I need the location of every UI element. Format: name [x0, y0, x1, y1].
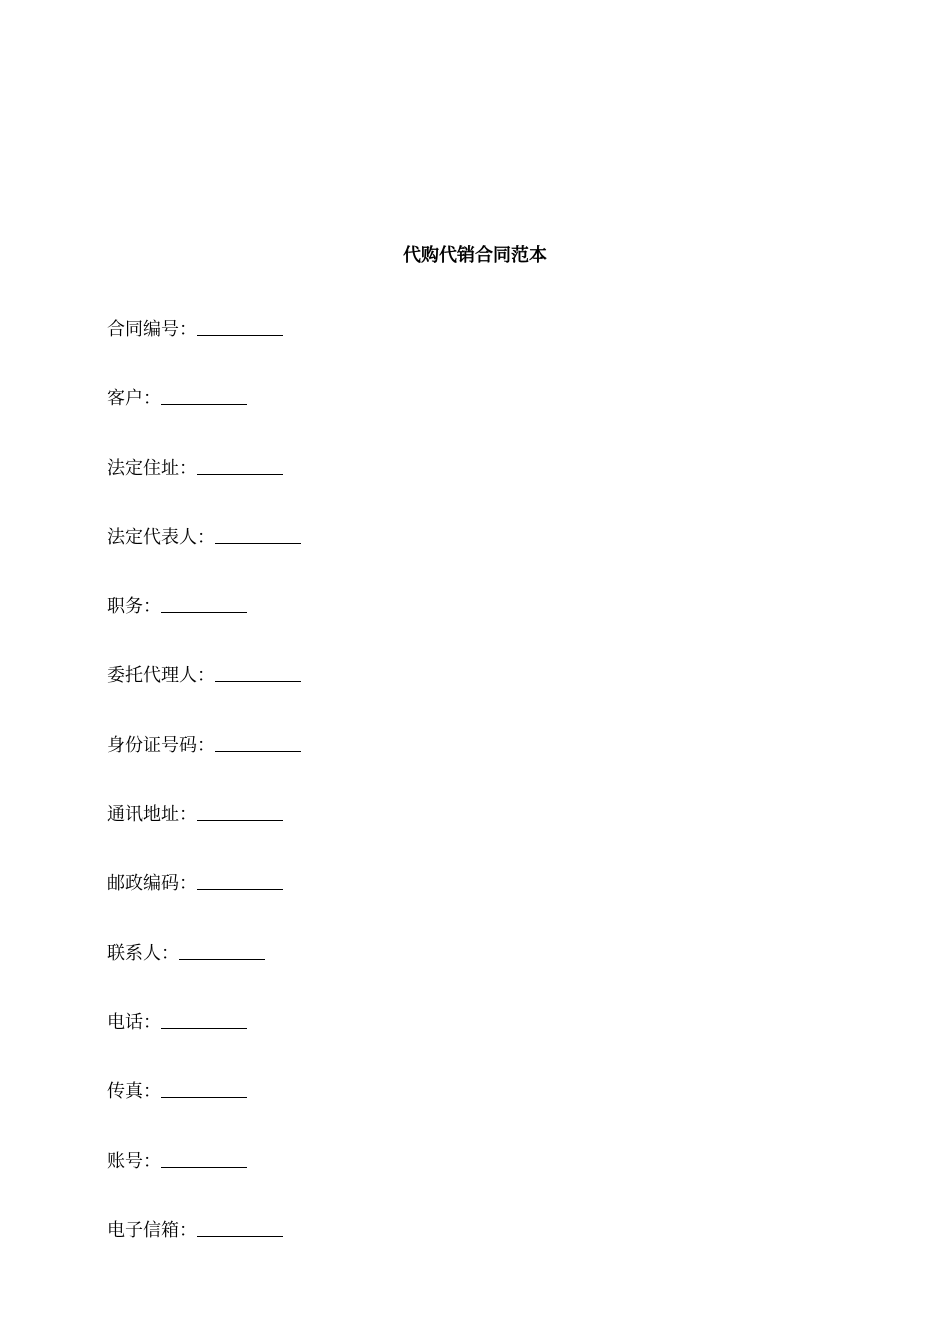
field-label: 账号： [107, 1150, 161, 1172]
fill-in-blank [215, 729, 301, 752]
field-label: 联系人： [107, 942, 179, 964]
field-label: 电子信箱： [107, 1219, 197, 1241]
document-title: 代购代销合同范本 [403, 245, 547, 266]
field-postal-code [107, 866, 301, 935]
field-position [107, 589, 301, 658]
field-fax [107, 1074, 301, 1143]
field-id-number [107, 728, 301, 797]
field-legal-representative [107, 520, 301, 589]
field-authorized-agent [107, 658, 301, 727]
fill-in-blank [161, 590, 247, 613]
fill-in-blank [197, 452, 283, 475]
field-label: 邮政编码： [107, 873, 197, 895]
field-phone [107, 1005, 301, 1074]
field-label: 委托代理人： [107, 665, 215, 687]
fill-in-blank [161, 1006, 247, 1029]
field-label: 通讯地址： [107, 804, 197, 826]
field-label: 合同编号： [107, 319, 197, 340]
field-list [107, 312, 301, 1282]
field-label: 电话： [107, 1011, 161, 1033]
field-label: 职务： [107, 596, 161, 618]
field-label: 法定代表人： [107, 526, 215, 548]
fill-in-blank [161, 382, 247, 405]
field-label: 传真： [107, 1081, 161, 1103]
field-mailing-address [107, 797, 301, 866]
fill-in-blank [197, 867, 283, 890]
fill-in-blank [161, 1075, 247, 1098]
fill-in-blank [197, 798, 283, 821]
field-account-number [107, 1144, 301, 1213]
field-client [107, 381, 301, 450]
fill-in-blank [197, 313, 283, 336]
field-contract-number [107, 312, 301, 381]
field-email [107, 1213, 301, 1282]
fill-in-blank [215, 659, 301, 682]
fill-in-blank [215, 521, 301, 544]
field-contact-person [107, 936, 301, 1005]
field-label: 客户： [107, 388, 161, 410]
field-label: 身份证号码： [107, 734, 215, 756]
fill-in-blank [197, 1214, 283, 1237]
fill-in-blank [161, 1145, 247, 1168]
field-legal-address [107, 451, 301, 520]
fill-in-blank [179, 937, 265, 960]
field-label: 法定住址： [107, 457, 197, 479]
